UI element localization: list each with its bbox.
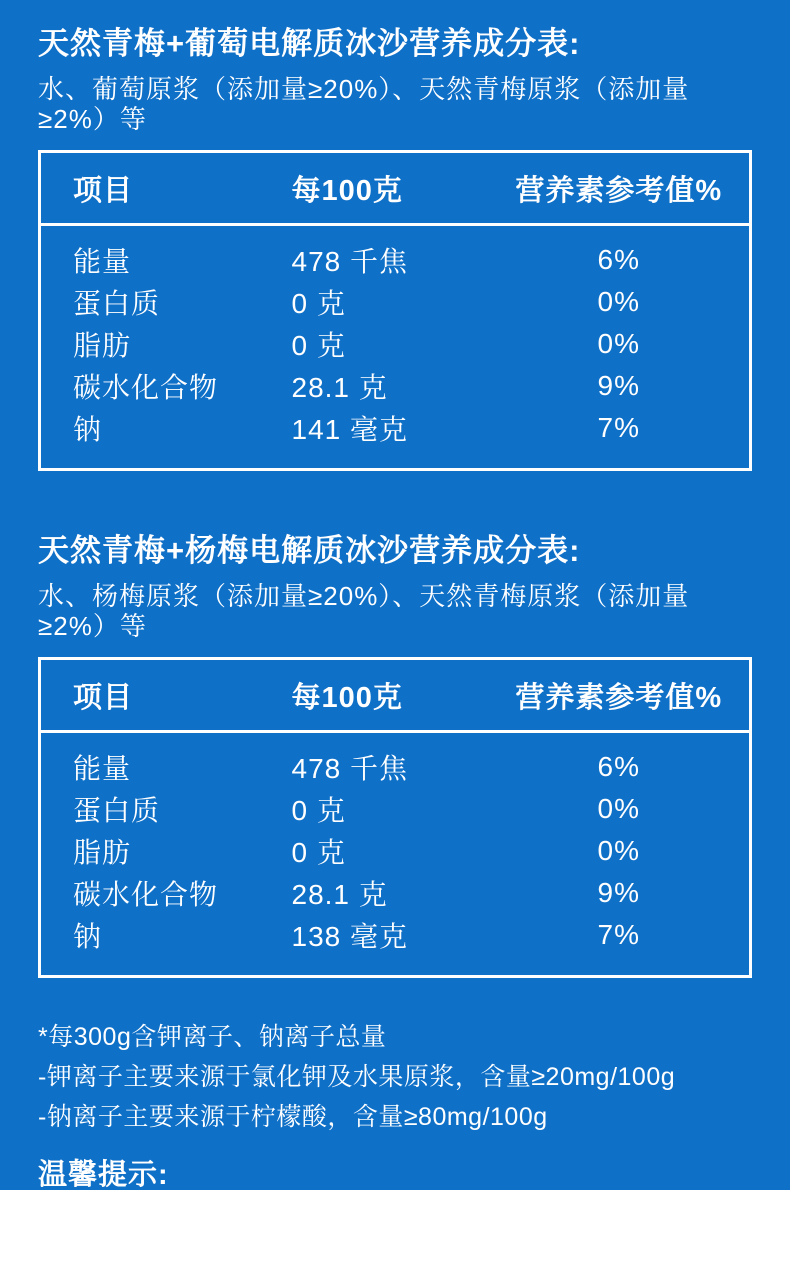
- nutrient-name-cell: 钠: [73, 921, 103, 952]
- nrv-cell: 0%: [597, 286, 640, 317]
- table-row: [40, 407, 751, 470]
- header-per-100g: 每100克: [284, 152, 489, 225]
- per-100g-cell: 28.1 克: [291, 879, 388, 910]
- table-row: [40, 914, 751, 977]
- header-nrv: 营养素参考值%: [489, 152, 751, 225]
- header-item: 项目: [40, 152, 284, 225]
- nutrient-name-cell: 蛋白质: [73, 795, 161, 826]
- table-row: [40, 830, 751, 872]
- table-row: [40, 225, 751, 282]
- table-row: [40, 788, 751, 830]
- header-per-100g: 每100克: [284, 659, 489, 732]
- nutrient-name-cell: 能量: [73, 753, 132, 784]
- header-item: 项目: [40, 659, 284, 732]
- nutrient-name-cell: 碳水化合物: [73, 372, 219, 403]
- table-row: [40, 365, 751, 407]
- footnote-potassium-source: -钾离子主要来源于氯化钾及水果原浆，含量≥20mg/100g: [38, 1063, 676, 1091]
- ingredients-line-waxberry: 水、杨梅原浆（添加量≥20%）、天然青梅原浆（添加量≥2%）等: [38, 581, 690, 641]
- header-nrv: 营养素参考值%: [489, 659, 751, 732]
- per-100g-cell: 28.1 克: [291, 372, 388, 403]
- nutrient-name-cell: 脂肪: [73, 837, 132, 868]
- table-row: [40, 323, 751, 365]
- nutrient-name-cell: 钠: [73, 414, 103, 445]
- table-header-row: [40, 152, 751, 225]
- per-100g-cell: 0 克: [291, 795, 346, 826]
- nrv-cell: 0%: [597, 328, 640, 359]
- nrv-cell: 6%: [597, 751, 640, 782]
- per-100g-cell: 0 克: [291, 837, 346, 868]
- section-title-grape: 天然青梅+葡萄电解质冰沙营养成分表:: [38, 26, 581, 61]
- nrv-cell: 6%: [597, 244, 640, 275]
- ingredients-line-grape: 水、葡萄原浆（添加量≥20%）、天然青梅原浆（添加量≥2%）等: [38, 74, 690, 134]
- nrv-cell: 9%: [597, 877, 640, 908]
- table-row: [40, 732, 751, 789]
- footnote-total-ions: *每300g含钾离子、钠离子总量: [38, 1023, 387, 1051]
- nrv-cell: 0%: [597, 835, 640, 866]
- nrv-cell: 9%: [597, 370, 640, 401]
- footnote-sodium-source: -钠离子主要来源于柠檬酸，含量≥80mg/100g: [38, 1103, 548, 1131]
- nutrient-name-cell: 能量: [73, 246, 132, 277]
- table-header-row: [40, 659, 751, 732]
- section-title-waxberry: 天然青梅+杨梅电解质冰沙营养成分表:: [38, 533, 581, 568]
- nrv-cell: 7%: [597, 412, 640, 443]
- consumption-warning-text: ·勿一口吞食；三岁以下儿童不宜食用，老人儿童须监护下食用!: [38, 1211, 724, 1269]
- table-row: [40, 281, 751, 323]
- nutrient-name-cell: 蛋白质: [73, 288, 161, 319]
- per-100g-cell: 141 毫克: [291, 414, 408, 445]
- nrv-cell: 7%: [597, 919, 640, 950]
- nutrient-name-cell: 脂肪: [73, 330, 132, 361]
- per-100g-cell: 478 千焦: [291, 246, 408, 277]
- per-100g-cell: 138 毫克: [291, 921, 408, 952]
- per-100g-cell: 478 千焦: [291, 753, 408, 784]
- nutrient-name-cell: 碳水化合物: [73, 879, 219, 910]
- footnotes-block: [38, 1022, 752, 1132]
- section-waxberry: [38, 533, 752, 978]
- per-100g-cell: 0 克: [291, 330, 346, 361]
- nutrition-table-waxberry: [38, 657, 752, 978]
- nutrition-table-grape: [38, 150, 752, 471]
- table-row: [40, 872, 751, 914]
- section-grape: [38, 26, 752, 471]
- per-100g-cell: 0 克: [291, 288, 346, 319]
- tips-title: 温馨提示:: [38, 1159, 169, 1191]
- nrv-cell: 0%: [597, 793, 640, 824]
